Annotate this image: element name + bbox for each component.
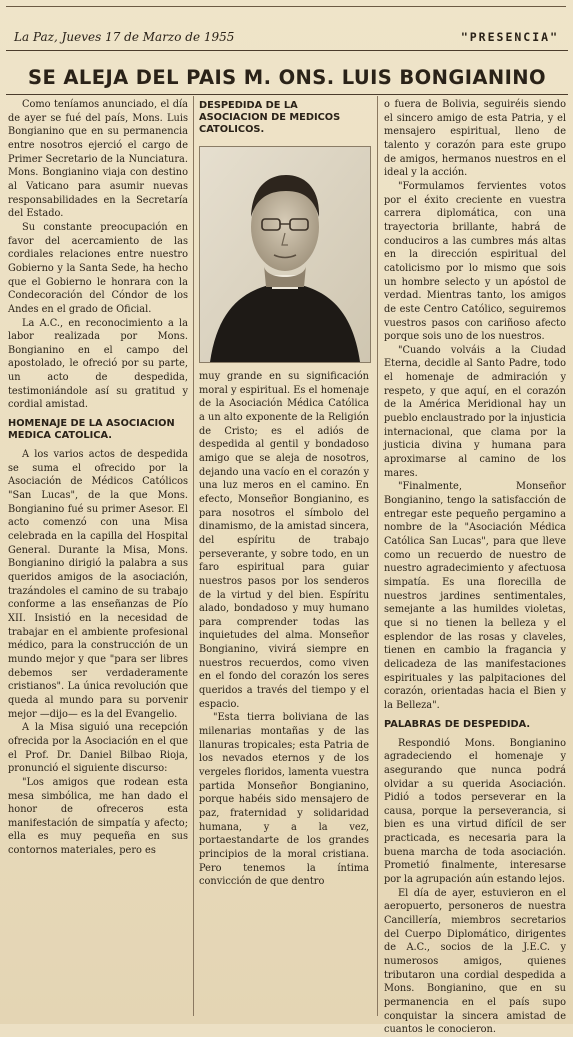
headline-rule <box>6 94 568 95</box>
paragraph: A la Misa siguió una recepción ofrecida por la Asociación en el que el Prof. Dr. Daniel Bilbao Rioja, pronunció el siguiente discurso: <box>8 722 188 775</box>
page-header <box>14 30 559 44</box>
column-divider <box>193 96 194 1016</box>
paragraph: Como teníamos anunciado, el día de ayer se fué del país, Mons. Luis Bongianino que en su permanencia entre nosotros ejerció el cargo de Primer Secretario de la Nunciatura. Mons. Bongianino viaja con destino al Vaticano para asumir nuevas responsabilidades en la Secretaría del Estado. <box>8 99 188 220</box>
article-column-2 <box>199 98 369 142</box>
header-rule <box>6 50 568 51</box>
paragraph: "Cuando volváis a la Ciudad Eterna, decidle al Santo Padre, todo el homenaje de admiración y respeto, y que aquí, en el corazón de la América Meridional hay un pueblo enclaustrado por la injusticia internacional, que clama por la justicia divina y humana para aproximarse al camino de los mares. <box>384 344 566 479</box>
paragraph: El día de ayer, estuvieron en el aeropuerto, personeros de nuestra Cancillería, miembros secretarios del Cuerpo Diplomático, dirigentes de A.C., socios de la J.E.C. y numerosos amigos, quienes tributaron una cordial despedida a Mons. Bongianino, que en su permanencia en el país supo conquistar la sincera amistad de cuantos le conocieron. <box>384 887 566 1036</box>
column-divider <box>377 96 378 1016</box>
paragraph: "Formulamos fervientes votos por el éxito creciente en vuestra carrera diplomática, con una trayectoria brillante, habrá de conduciros a las cumbres más altas en la dirección espiritual del catolicismo por lo mismo que sois un hombre selecto y un apóstol de verdad. Mientras tanto, los amigos de este Centro Católico, seguiremos vuestros pasos con cariñoso afecto porque sois uno de los nuestros. <box>384 180 566 343</box>
article-headline: SE ALEJA DEL PAIS M. ONS. LUIS BONGIANINO <box>28 66 546 89</box>
section-subhead: PALABRAS DE DESPEDIDA. <box>384 718 531 730</box>
paragraph: Respondió Mons. Bongianino agradeciendo el homenaje y asegurando que nunca podrá olvidar a su querida Asociación. Pidió a todos perseverar en la causa, porque la perseverancia, si bien es una virtud difícil de ser practicada, es necesaria para la buena marcha de toda asociación. Prometió finalmente, interesarse por la agrupación aún estando lejos. <box>384 737 566 886</box>
paragraph: "Los amigos que rodean esta mesa simbólica, me han dado el honor de ofreceros esta manifestación de simpatía y afecto; ella es muy pequeña en sus contornos materiales, pero es <box>8 776 188 857</box>
article-column-1 <box>8 98 188 858</box>
paragraph: La A.C., en reconocimiento a la labor realizada por Mons. Bongianino en el campo del apostolado, le ofreció por su parte, un acto de despedida, testimoniándole así su gratitud y cordial amistad. <box>8 317 188 411</box>
portrait-photo <box>199 146 371 363</box>
paragraph: Su constante preocupación en favor del acercamiento de las cordiales relaciones entre nuestro Gobierno y la Santa Sede, ha hecho que el Gobierno le honrara con la Condecoración del Cóndor de los Andes en el grado de Oficial. <box>8 221 188 315</box>
paragraph: "Esta tierra boliviana de las milenarias montañas y de las llanuras tropicales; esta Patria de los nevados eternos y de los vergeles floridos, lamenta vuestra partida Monseñor Bongianino, porque habéis sido mensajero de paz, fraternidad y solidaridad humana, y a la vez, portaestandarte de los grandes principios de la moral cristiana. Pero tenemos la íntima convicción de que dentro <box>199 712 369 888</box>
paragraph: A los varios actos de despedida se suma el ofrecido por la Asociación de Médicos Católicos "San Lucas", de la que Mons. Bongianino fué su primer Asesor. El acto comenzó con una Misa celebrada en la capilla del Hospital General. Durante la Misa, Mons. Bongianino dirigió la palabra a sus queridos amigos de la asociación, trazándoles el camino de su trabajo conforme a las enseñanzas de Pío XII. Insistió en la necesidad de trabajar en el ambiente profesional médico, para la construcción de un mundo mejor y que "para ser libres debemos ser verdaderamente cristianos". La única revolución que queda al mundo para su porvenir mejor —dijo— es la del Evangelio. <box>8 449 188 720</box>
article-column-2-text <box>199 370 369 889</box>
section-subhead: HOMENAJE DE LA ASOCIACION MEDICA CATOLICA. <box>8 418 175 442</box>
paragraph: o fuera de Bolivia, seguiréis siendo el sincero amigo de esta Patria, y el mensajero espiritual, lleno de talento y corazón para este grupo de amigos, hermanos nuestros en el ideal y la acción. <box>384 99 566 179</box>
newspaper-name: "PRESENCIA" <box>460 30 559 44</box>
portrait-image <box>200 147 370 362</box>
article-column-3 <box>384 98 566 1037</box>
dateline: La Paz, Jueves 17 de Marzo de 1955 <box>14 30 235 44</box>
top-rule <box>6 6 566 7</box>
section-subhead: DESPEDIDA DE LA ASOCIACION DE MEDICOS CATOLICOS. <box>199 100 341 135</box>
paragraph: "Finalmente, Monseñor Bongianino, tengo la satisfacción de entregar este pequeño pergamino a nombre de la "Asociación Médica Católica San Lucas", para que lleve como un recuerdo de nuestro de nuestro agradecimiento y afectuosa simpatía. Es una florecilla de nuestros jardines sentimentales, semejante a las humildes violetas, que si no tienen la belleza y el esplendor de las rosas y claveles, tienen en cambio la fragancia y delicadeza de las manifestaciones espirituales y las palpitaciones del corazón, orientadas hacia el Bien y la Belleza". <box>384 481 566 711</box>
paragraph: muy grande en su significación moral y espiritual. Es el homenaje de la Asociación Médica Católica a un alto exponente de la Religión de Cristo; es el adiós de despedida al gentil y bondadoso amigo que se aleja de nosotros, dejando una vacío en el corazón y una luz meros en el camino. En efecto, Monseñor Bongianino, es para nosotros el símbolo del dinamismo, de la amistad sincera, del espíritu de trabajo perseverante, y sobre todo, en un faro espiritual para guiar nuestros pasos por los senderos de la virtud y del bien. Espíritu alado, bondadoso y muy humano para comprender todas las inquietudes del alma. Monseñor Bongianino, vivirá siempre en nuestros recuerdos, como viven en el fondo del corazón los seres queridos a través del tiempo y el espacio. <box>199 371 369 710</box>
